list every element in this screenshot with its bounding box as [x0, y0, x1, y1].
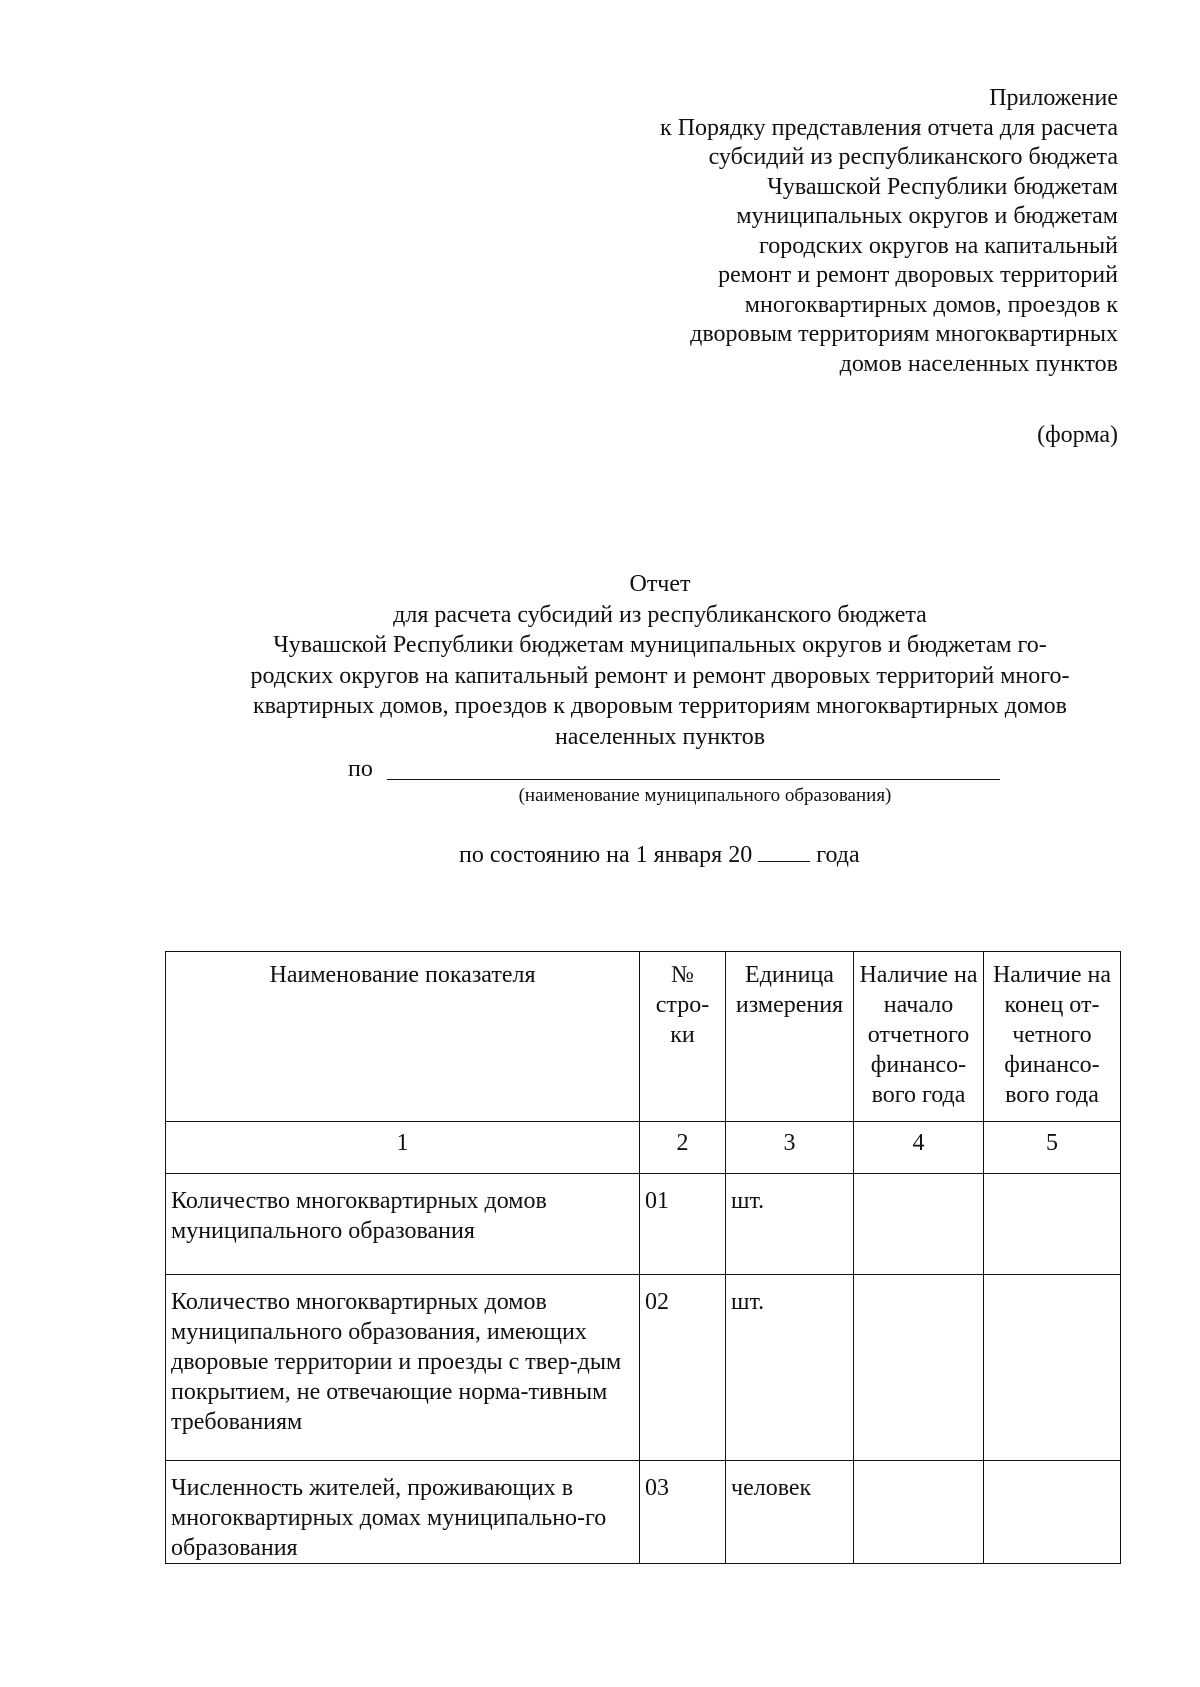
- form-label: (форма): [1037, 422, 1118, 448]
- start-value-cell[interactable]: [854, 1275, 984, 1461]
- appendix-line: городских округов на капитальный: [758, 232, 1118, 259]
- header-indicator-name: Наименование показателя: [166, 952, 640, 1122]
- header-unit: Единица измерения: [726, 952, 854, 1122]
- appendix-line: многоквартирных домов, проездов к: [744, 291, 1118, 318]
- unit-cell: шт.: [726, 1275, 854, 1461]
- column-number: 5: [984, 1122, 1121, 1174]
- appendix-line: ремонт и ремонт дворовых территорий: [718, 262, 1118, 288]
- end-value-cell[interactable]: [984, 1174, 1121, 1275]
- table-header-row: [166, 952, 1121, 1122]
- as-of-suffix: года: [816, 842, 860, 868]
- column-number-row: [166, 1122, 1121, 1174]
- appendix-line: домов населенных пунктов: [839, 350, 1118, 377]
- column-number: 4: [854, 1122, 984, 1174]
- indicator-name: Количество многоквартирных домов муниципального образования, имеющих дворовые территории и проезды с твер-дым покрытием, не отвечающие норма-тивным требованиям: [166, 1275, 640, 1461]
- report-table: [165, 951, 1121, 1564]
- unit-cell: шт.: [726, 1174, 854, 1275]
- municipality-label: по: [348, 756, 373, 782]
- municipality-hint: (наименование муниципального образования): [518, 785, 892, 806]
- report-title-line: Отчет: [629, 571, 691, 597]
- row-code: 02: [640, 1275, 726, 1461]
- appendix-line: дворовым территориям многоквартирных: [690, 321, 1118, 347]
- as-of-date: [459, 839, 860, 870]
- appendix-line: субсидий из республиканского бюджета: [708, 144, 1118, 170]
- column-number: 2: [640, 1122, 726, 1174]
- row-code: 01: [640, 1174, 726, 1275]
- appendix-line: к Порядку представления отчета для расчета: [660, 114, 1118, 141]
- header-row-number: № стро-ки: [640, 952, 726, 1122]
- appendix-line: Чувашской Республики бюджетам: [767, 173, 1118, 200]
- start-value-cell[interactable]: [854, 1461, 984, 1564]
- appendix-line: муниципальных округов и бюджетам: [736, 203, 1118, 229]
- report-title-line: Чувашской Республики бюджетам муниципальных округов и бюджетам го-: [273, 632, 1047, 658]
- municipality-blank-line[interactable]: [387, 779, 1000, 780]
- report-title-line: квартирных домов, проездов к дворовым территориям многоквартирных домов: [252, 693, 1068, 719]
- indicator-name: Численность жителей, проживающих в многоквартирных домах муниципально-го образования: [166, 1461, 640, 1564]
- report-title-line: для расчета субсидий из республиканского бюджета: [393, 601, 927, 628]
- end-value-cell[interactable]: [984, 1461, 1121, 1564]
- row-code: 03: [640, 1461, 726, 1564]
- report-title: [200, 569, 1120, 752]
- report-title-line: родских округов на капитальный ремонт и ремонт дворовых территорий много-: [250, 662, 1070, 689]
- appendix-header: [558, 84, 1118, 379]
- table-row: [166, 1174, 1121, 1275]
- as-of-prefix: по состоянию на 1 января 20: [459, 842, 753, 868]
- indicator-name: Количество многоквартирных домов муниципального образования: [166, 1174, 640, 1275]
- column-number: 1: [166, 1122, 640, 1174]
- unit-cell: человек: [726, 1461, 854, 1564]
- start-value-cell[interactable]: [854, 1174, 984, 1275]
- header-start-of-year: Наличие на начало отчетного финансо-вого года: [854, 952, 984, 1122]
- header-end-of-year: Наличие на конец от-четного финансо-вого года: [984, 952, 1121, 1122]
- end-value-cell[interactable]: [984, 1275, 1121, 1461]
- appendix-line: Приложение: [989, 85, 1118, 111]
- report-title-line: населенных пунктов: [554, 723, 766, 750]
- column-number: 3: [726, 1122, 854, 1174]
- table-row: [166, 1275, 1121, 1461]
- year-blank[interactable]: [758, 839, 810, 862]
- table-row: [166, 1461, 1121, 1564]
